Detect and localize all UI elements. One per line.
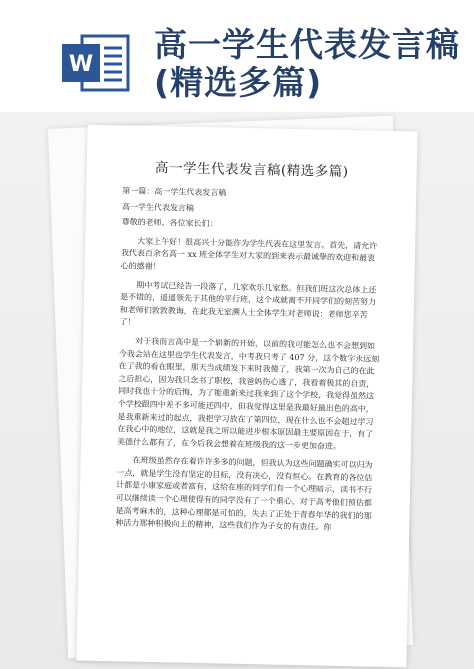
document-title: 高一学生代表发言稿(精选多篇) <box>154 160 349 181</box>
word-document-icon <box>60 32 130 94</box>
body-paragraph: 大家上午好！很高兴十分能作为学生代表在这里发言。首先，请允许我代表百余名高一 xx 班全体学生对大家的到来表示最诚挚的欢迎和最衷心的感谢！ <box>120 236 378 272</box>
body-line: 第一篇：高一学生代表发言稿 <box>122 186 227 198</box>
document-body <box>115 185 384 541</box>
body-paragraph: 在班级虽然存在着许许多多的问题，但我认为这些问题确实可以归为一点，就是学生没有坚定的目标，没有决心，没有恒心。在教育的各位估计都是小康家庭或者富有，这给在座的同学们有一个心理暗示，读书不行可以继续读一个心理使得有的同学没有了一个重心，对于高考他们预估都是高考麻木的，这种心理都是可怕的，失去了正处于青春年华的我们的那种活力那种积极向上的精神，这些我们作为子女的有责任。你 <box>115 455 373 533</box>
body-paragraph: 对于我而言高中是一个崭新的开始，以前的我可能怎么也不会想到如今我会站在这里也学生代表发言，中考我只考了 407 分，这个数字永远刻在了我的看在眼里，那天当成绩发下来时我傻了，我第一次为自己的在此之后担心，因为我只念书了职校，我爸妈伤心透了，我看着极其的自责，同时我也十分的后悔，为了能重新来过我来到了这个学校，我觉得虽然这个学校跟四中差不多可能还四中，但我觉得这里是我最好最出色的高中，是我重新来过的起点，我把学习放在了第四位，现在什么也不会超过学习在我心中的地位，这就是我之所以能进步根本原因最主要原因在于，有了美德什么都有了，在今后我会想着在班级我的这一步更加奋进。 <box>116 336 380 451</box>
document-page <box>76 125 417 668</box>
banner <box>0 0 474 112</box>
word-letter: W <box>68 52 94 77</box>
body-line: 高一学生代表发言稿 <box>121 201 195 213</box>
banner-title: 高一学生代表发言稿(精选多篇) <box>154 25 460 102</box>
body-line: 尊敬的老师、各位家长们： <box>121 217 218 229</box>
body-paragraph: 期中考试已经告一段落了，几家欢乐几家愁。但我们班这次总体上还是不错的，遥遥领先于其他的平行班，这个成就离不开同学们的刻苦努力和老师们敦敦教诲，在此我无室溯人士全体学生对老师说：老师您辛苦了！ <box>119 280 377 327</box>
